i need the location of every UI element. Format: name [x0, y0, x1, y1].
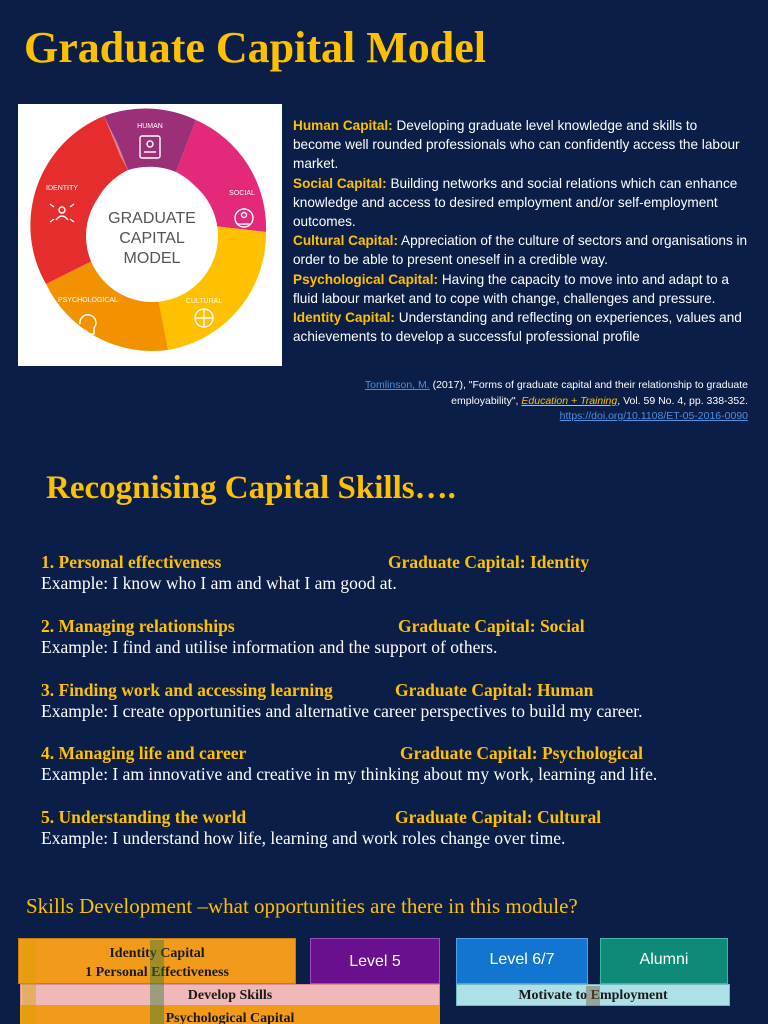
capital-definition-cultural — [293, 231, 749, 269]
label-psychological: PSYCHOLOGICAL — [58, 297, 118, 304]
capital-term: Social Capital: — [293, 175, 387, 191]
page-title: Graduate Capital Model — [24, 23, 486, 72]
skill-name: 1. Personal effectiveness — [41, 552, 222, 572]
capital-text: Having the capacity to move into and adapt to a fluid labour market and to cope with change, challenges and pressure. — [293, 271, 729, 306]
cultural-icon — [195, 309, 213, 327]
level-5-box: Level 5 — [310, 938, 440, 984]
skill-capital: Graduate Capital: Cultural — [395, 807, 602, 827]
decorative-stripe — [586, 986, 600, 1006]
capital-term: Cultural Capital: — [293, 233, 398, 249]
decorative-stripe — [150, 940, 164, 1024]
label-human: HUMAN — [137, 123, 163, 130]
skill-example: Example: I understand how life, learning and work roles change over time. — [41, 828, 566, 848]
skill-name: 4. Managing life and career — [41, 743, 247, 763]
citation-doi-link[interactable]: https://doi.org/10.1108/ET-05-2016-0090 — [559, 410, 748, 422]
capital-definitions — [293, 116, 749, 346]
skill-item — [41, 680, 741, 722]
skill-example: Example: I know who I am and what I am good at. — [41, 573, 397, 593]
citation-text-2: , Vol. 59 No. 4, pp. 338-352. — [617, 394, 748, 407]
label-social: SOCIAL — [229, 190, 255, 197]
capital-text: Appreciation of the culture of sectors and organisations in order to be able to present oneself in a credible way. — [293, 233, 748, 268]
model-center-line-3: MODEL — [123, 250, 181, 267]
capital-term: Human Capital: — [293, 118, 393, 133]
skill-capital: Graduate Capital: Psychological — [400, 743, 644, 763]
model-center-line-2: CAPITAL — [119, 230, 185, 247]
skills-development-title: Skills Development –what opportunities are there in this module? — [26, 894, 578, 918]
graduate-capital-model-diagram — [18, 104, 282, 366]
capital-text: Developing graduate level knowledge and skills to become well rounded professionals who can confidently access the labour market. — [293, 118, 740, 172]
section-title: Recognising Capital Skills…. — [46, 470, 456, 506]
model-center-line-1: GRADUATE — [108, 210, 196, 227]
capital-definition-human — [293, 116, 749, 174]
capital-definition-identity — [293, 308, 749, 346]
decorative-stripe — [22, 940, 36, 1024]
capital-text: Understanding and reflecting on experiences, values and achievements to develop a successful professional profile — [293, 310, 742, 345]
skill-capital: Graduate Capital: Human — [395, 680, 594, 700]
skill-example: Example: I find and utilise information and the support of others. — [41, 637, 498, 657]
psychological-capital-box: Psychological Capital — [20, 1006, 440, 1024]
skill-capital: Graduate Capital: Social — [398, 616, 585, 636]
citation-text-1: (2017), "Forms of graduate capital and their relationship to graduate employability", — [429, 379, 748, 407]
motivate-employment-box: Motivate to Employment — [456, 984, 730, 1006]
personal-effectiveness-label: 1 Personal Effectiveness — [85, 965, 229, 980]
identity-capital-label: Identity Capital — [109, 946, 205, 961]
capital-term: Psychological Capital: — [293, 271, 439, 287]
citation-journal-link[interactable]: Education + Training — [521, 394, 618, 407]
label-cultural: CULTURAL — [185, 298, 223, 305]
level-6-7-box: Level 6/7 — [456, 938, 588, 984]
skill-capital: Graduate Capital: Identity — [388, 552, 590, 572]
label-identity: IDENTITY — [46, 185, 78, 192]
skill-name: 3. Finding work and accessing learning — [41, 680, 333, 700]
develop-skills-box: Develop Skills — [20, 984, 440, 1006]
capital-definition-psychological — [293, 270, 749, 308]
alumni-box: Alumni — [600, 938, 728, 984]
capital-text: Building networks and social relations which can enhance knowledge and access to desired employment and/or self-employment outcomes. — [293, 175, 738, 230]
skill-example: Example: I create opportunities and alternative career perspectives to build my career. — [41, 701, 643, 721]
capital-term: Identity Capital: — [293, 310, 395, 326]
skill-item — [41, 552, 741, 594]
citation — [330, 378, 748, 425]
citation-author-link[interactable]: Tomlinson, M. — [364, 379, 430, 391]
skill-item — [41, 743, 741, 785]
skill-item — [41, 616, 741, 658]
skill-item — [41, 807, 741, 849]
capital-definition-social — [293, 174, 749, 232]
skill-name: 5. Understanding the world — [41, 807, 247, 827]
skill-example: Example: I am innovative and creative in my thinking about my work, learning and life. — [41, 764, 658, 784]
skill-name: 2. Managing relationships — [41, 616, 235, 636]
